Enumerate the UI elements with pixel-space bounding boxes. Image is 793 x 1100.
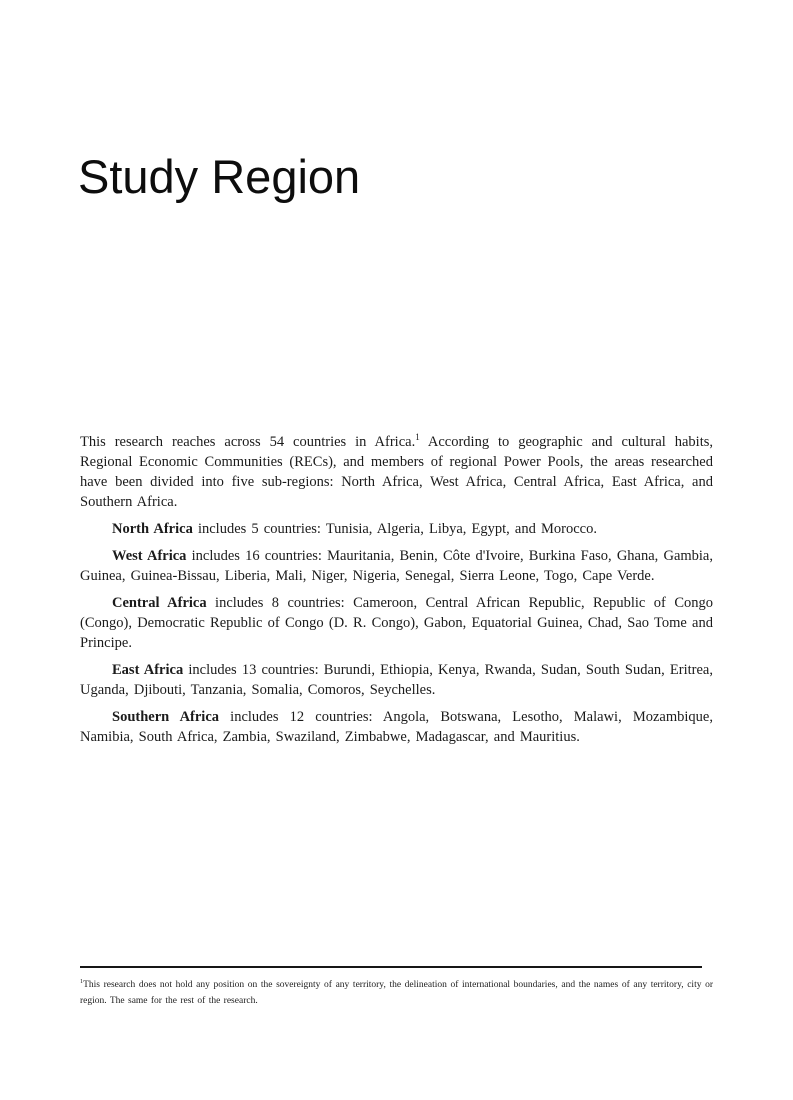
region-countries: includes 8 countries: Cameroon, Central African Republic, Republic of Congo (Congo), Democratic Republic of Congo (D. R. Congo), Gabon, Equatorial Guinea, Chad, Sao Tome and Principe. [80,595,713,652]
region-paragraph-north-africa [80,519,713,539]
region-paragraph-southern-africa [80,707,713,747]
region-paragraph-west-africa [80,546,713,586]
footnote-separator-rule [80,966,702,968]
region-countries: includes 16 countries: Mauritania, Benin, Côte d'Ivoire, Burkina Faso, Ghana, Gambia, Guinea, Guinea-Bissau, Liberia, Mali, Niger, Nigeria, Senegal, Sierra Leone, Togo, Cape Verde. [80,548,713,585]
body-text [80,432,713,747]
region-countries: includes 13 countries: Burundi, Ethiopia, Kenya, Rwanda, Sudan, South Sudan, Eritrea, Uganda, Djibouti, Tanzania, Somalia, Comoros, Seychelles. [80,662,713,699]
region-countries: includes 12 countries: Angola, Botswana, Lesotho, Malawi, Mozambique, Namibia, South Africa, Zambia, Swaziland, Zimbabwe, Madagascar, and Mauritius. [80,709,713,746]
footnote-area [80,966,713,1009]
region-name: Central Africa [112,595,207,612]
footnote-body: This research does not hold any position on the sovereignty of any territory, the delineation of international boundaries, and the names of any territory, city or region. The same for the rest of the research. [80,980,713,1006]
page-content [80,0,713,754]
intro-text-after-note: According to geographic and cultural habits, Regional Economic Communities (RECs), and members of regional Power Pools, the areas researched have been divided into five sub-regions: North Africa, West Africa, Central Africa, East Africa, and Southern Africa. [80,434,713,511]
region-paragraph-central-africa [80,593,713,653]
intro-text-before-note: This research reaches across 54 countries in Africa. [80,434,416,451]
region-paragraph-east-africa [80,660,713,700]
region-name: North Africa [112,521,193,538]
page-title: Study Region [78,150,361,203]
footnote-text [80,977,713,1009]
region-name: Southern Africa [112,709,220,726]
region-name: East Africa [112,662,184,679]
footnote-marker: 1 [80,978,84,985]
intro-paragraph [80,432,713,512]
region-name: West Africa [112,548,187,565]
footnote-reference: 1 [415,432,420,443]
region-countries: includes 5 countries: Tunisia, Algeria, Libya, Egypt, and Morocco. [192,521,597,538]
